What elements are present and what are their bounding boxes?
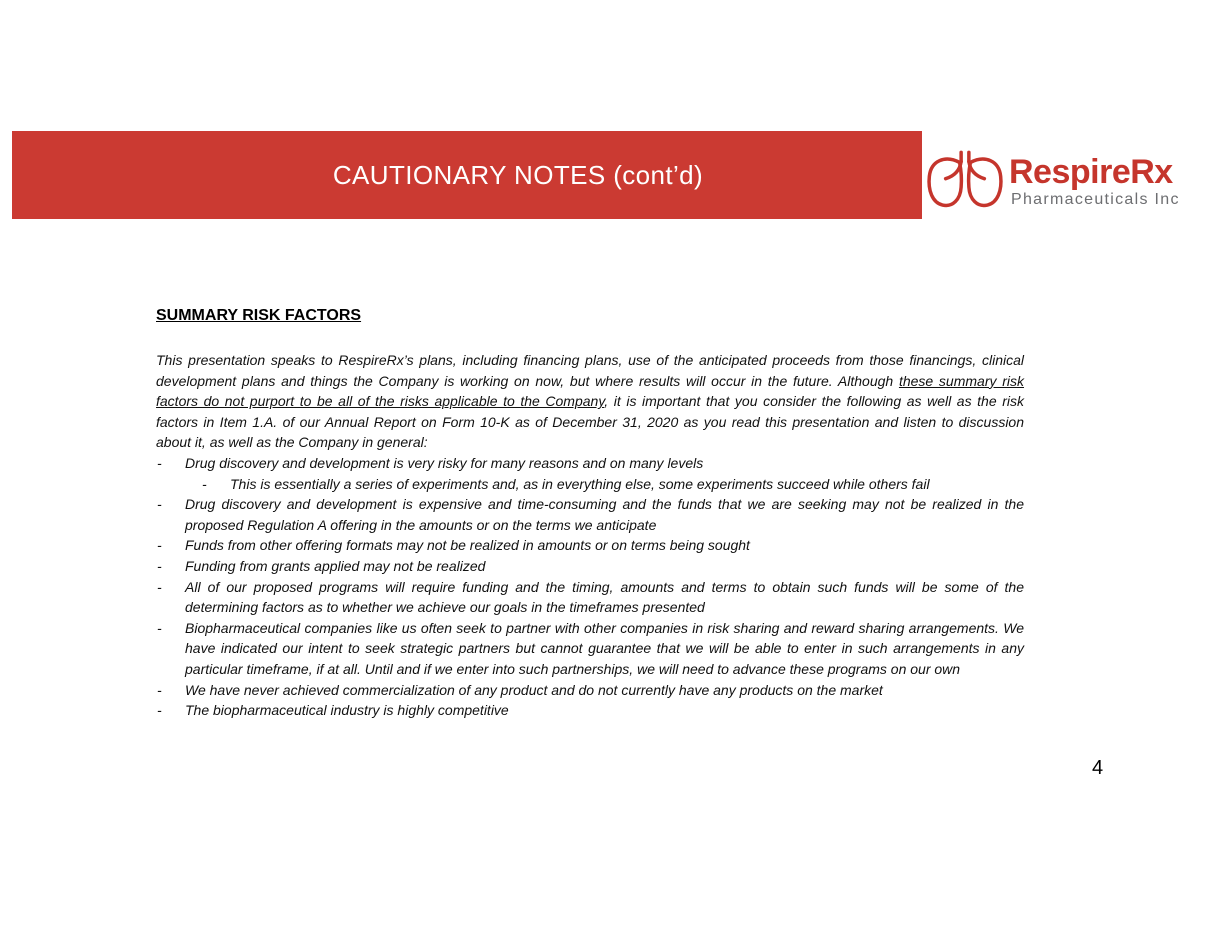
bullet-text: The biopharmaceutical industry is highly competitive	[185, 702, 509, 719]
list-item	[156, 474, 1024, 495]
title-banner	[12, 131, 922, 219]
logo-company-subtitle: Pharmaceuticals Inc	[1011, 190, 1180, 208]
lungs-icon	[926, 150, 1004, 212]
list-item	[156, 618, 1024, 680]
slide-body	[156, 306, 1024, 721]
intro-text-after: , it is important that you consider the following as well as the risk factors in Item 1.A. of our Annual Report on Form 10-K as of December 31, 2020 as you read this presentation and listen to discussion about it, as well as the Company in general:	[156, 393, 1024, 451]
bullet-text: Biopharmaceutical companies like us often seek to partner with other companies in risk sharing and reward sharing arrangements. We have indicated our intent to seek strategic partners but cannot guarantee that we will be able to enter in such arrangements in any particular timeframe, if at all. Until and if we enter into such partnerships, we will need to advance these programs on our own	[185, 619, 1024, 677]
risk-bullet-list	[156, 453, 1024, 721]
logo-company-name: RespireRx	[1009, 152, 1173, 191]
bullet-text: We have never achieved commercialization of any product and do not currently have any products on the market	[185, 681, 883, 698]
company-logo	[926, 150, 1202, 212]
bullet-text: Drug discovery and development is very risky for many reasons and on many levels	[185, 454, 704, 471]
bullet-text: All of our proposed programs will require funding and the timing, amounts and terms to obtain such funds will be some of the determining factors as to whether we achieve our goals in the timeframes presented	[185, 578, 1024, 616]
intro-paragraph	[156, 350, 1024, 453]
bullet-text: This is essentially a series of experiments and, as in everything else, some experiments succeed while others fail	[230, 475, 930, 492]
list-item	[156, 556, 1024, 577]
bullet-text: Drug discovery and development is expensive and time-consuming and the funds that we are seeking may not be realized in the proposed Regulation A offering in the amounts or on the terms we anticipate	[185, 496, 1024, 533]
list-item	[156, 680, 1024, 701]
bullet-dash: -	[157, 702, 162, 719]
bullet-dash: -	[157, 557, 162, 574]
bullet-dash: -	[157, 454, 162, 471]
page-number: 4	[1092, 757, 1104, 779]
bullet-dash: -	[202, 475, 207, 492]
bullet-text: Funds from other offering formats may not be realized in amounts or on terms being sought	[185, 537, 750, 554]
list-item	[156, 453, 1024, 474]
bullet-dash: -	[157, 619, 162, 636]
list-item	[156, 700, 1024, 721]
slide-title: CAUTIONARY NOTES (cont’d)	[332, 159, 704, 190]
section-heading: SUMMARY RISK FACTORS	[156, 307, 362, 324]
list-item	[156, 577, 1024, 618]
bullet-dash: -	[157, 537, 162, 554]
bullet-text: Funding from grants applied may not be realized	[185, 557, 486, 574]
intro-text-underlined: these summary risk factors do not purport to be all of the risks applicable to the Company	[156, 372, 1025, 410]
list-item	[156, 494, 1024, 535]
bullet-dash: -	[157, 496, 162, 513]
list-item	[156, 535, 1024, 556]
bullet-dash: -	[157, 681, 162, 698]
bullet-dash: -	[157, 578, 162, 595]
logo-text	[1009, 154, 1180, 209]
intro-text-before: This presentation speaks to RespireRx’s plans, including financing plans, use of the anticipated proceeds from those financings, clinical development plans and things the Company is working on now, but where results will occur in the future. Although	[156, 352, 1024, 389]
